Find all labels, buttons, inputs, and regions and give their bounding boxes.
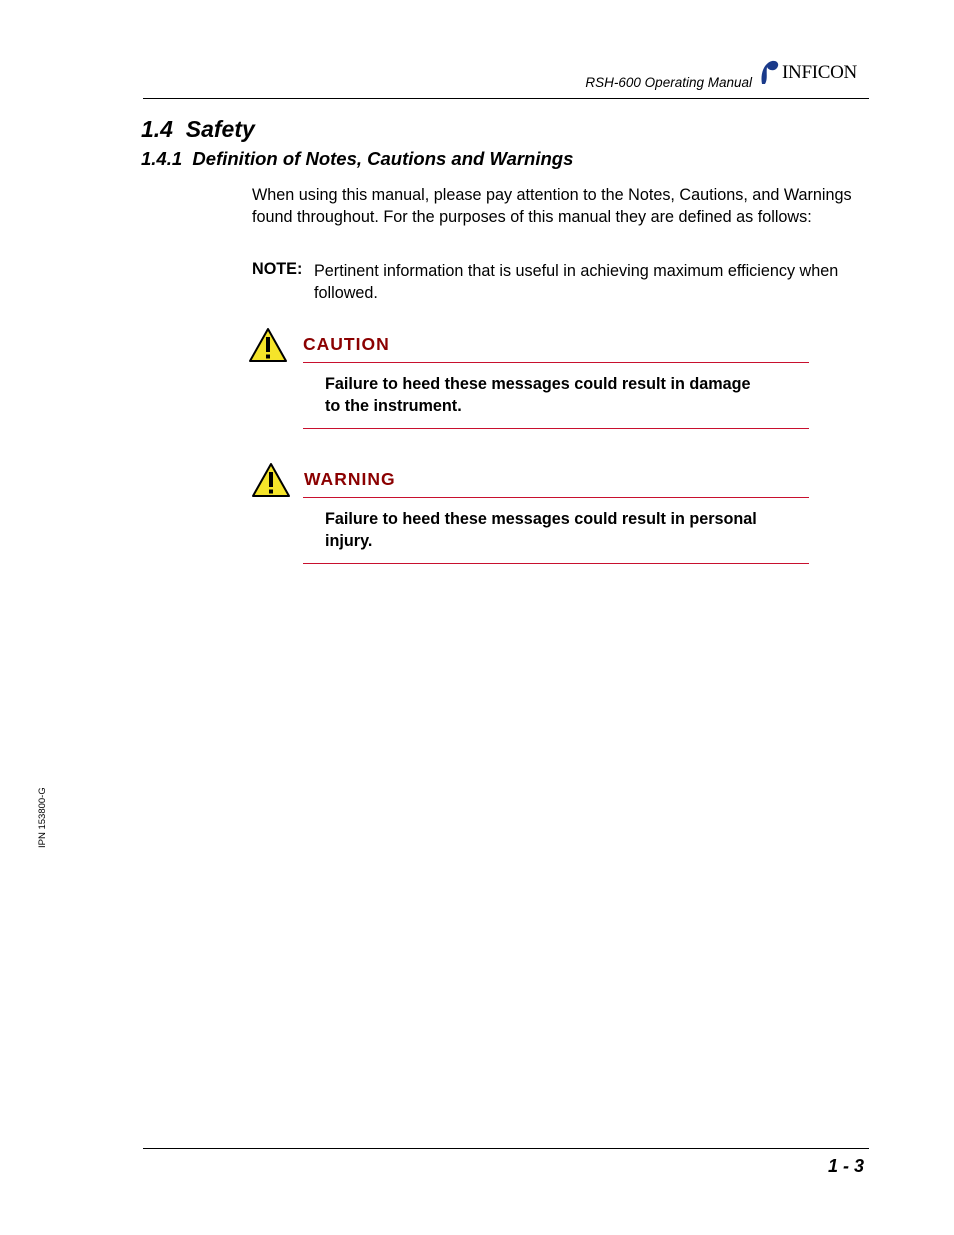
warning-top-rule <box>303 497 809 498</box>
caution-text-line-1: Failure to heed these messages could result in damage <box>325 375 751 393</box>
caution-text <box>325 373 795 417</box>
warning-text-line-2: injury. <box>325 532 373 550</box>
caution-title: CAUTION <box>303 334 390 354</box>
warning-text-line-1: Failure to heed these messages could result in personal <box>325 510 757 528</box>
caution-top-rule <box>303 362 809 363</box>
warning-bottom-rule <box>303 563 809 564</box>
note-label: NOTE: <box>252 260 303 278</box>
note-text: Pertinent information that is useful in achieving maximum efficiency when followed. <box>314 262 839 302</box>
header-divider <box>143 98 869 99</box>
document-ipn-label: IPN 153800-G <box>37 787 48 848</box>
caution-bottom-rule <box>303 428 809 429</box>
inficon-logo-mark-icon <box>758 58 782 86</box>
inficon-logo <box>758 58 874 86</box>
subsection-heading: 1.4.1 Definition of Notes, Cautions and Warnings <box>141 148 574 169</box>
intro-paragraph: When using this manual, please pay attention to the Notes, Cautions, and Warnings found throughout. For the purposes of this manual they are defined as follows: <box>252 186 852 226</box>
logo-text: INFICON <box>782 62 857 83</box>
warning-triangle-icon <box>251 462 291 498</box>
caution-warning-triangle-icon <box>248 327 288 363</box>
page-number: 1 - 3 <box>827 1156 864 1176</box>
section-heading: 1.4 Safety <box>141 116 255 142</box>
warning-title: WARNING <box>304 469 396 489</box>
footer-divider <box>143 1148 869 1149</box>
caution-text-line-2: to the instrument. <box>325 397 462 415</box>
manual-title: RSH-600 Operating Manual <box>585 75 752 90</box>
warning-text <box>325 508 795 552</box>
